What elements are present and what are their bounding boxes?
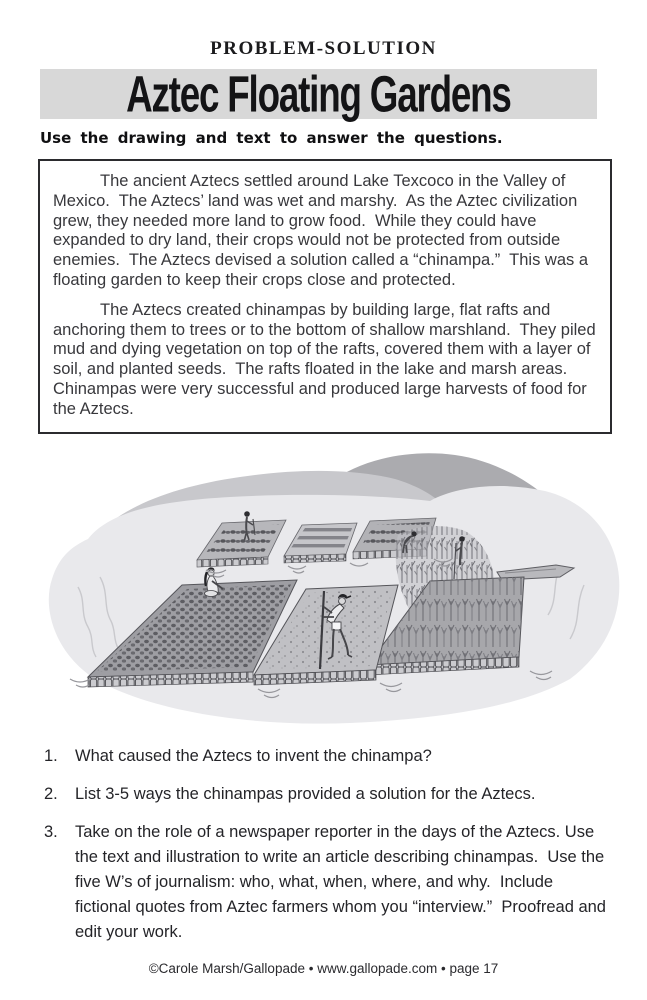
title-banner	[40, 65, 597, 123]
question-1-text: What caused the Aztecs to invent the chinampa?	[75, 746, 432, 765]
question-1	[44, 744, 610, 769]
question-2	[44, 782, 610, 807]
question-3	[44, 820, 610, 945]
section-kicker: PROBLEM-SOLUTION	[210, 38, 437, 59]
passage-paragraph-2: The Aztecs created chinampas by building large, flat rafts and anchoring them to trees or to the bottom of shallow marshland. They piled mud and dying vegetation on top of the rafts, covered them with a layer of soil, and planted seeds. The rafts floated in the lake and marsh areas. Chinampas were very successful and produced large harvests of food for the Aztecs.	[53, 300, 601, 418]
question-3-number: 3.	[44, 822, 58, 841]
page-footer: ©Carole Marsh/Gallopade • www.gallopade.com • page 17	[148, 960, 499, 976]
question-2-number: 2.	[44, 784, 58, 803]
passage-box	[38, 159, 612, 434]
page-title: Aztec Floating Gardens	[126, 65, 511, 123]
instruction-line: Use the drawing and text to answer the questions.	[40, 129, 503, 147]
chinampa-illustration	[0, 439, 647, 729]
passage-paragraph-1: The ancient Aztecs settled around Lake Texcoco in the Valley of Mexico. The Aztecs’ land was wet and marshy. As the Aztec civilization grew, they needed more land to grow food. While they could have expanded to dry land, their crops would not be protected from outside enemies. The Aztecs devised a solution called a “chinampa.” This was a floating garden to keep their crops close and protected.	[53, 172, 593, 289]
question-3-text: Take on the role of a newspaper reporter in the days of the Aztecs. Use the text and illustration to write an article describing chinampas. Use the five W’s of journalism: who, what, when, where, and why. Include fictional quotes from Aztec farmers whom you “interview.” Proofread and edit your work.	[75, 822, 611, 941]
question-1-number: 1.	[44, 746, 58, 765]
question-2-text: List 3-5 ways the chinampas provided a solution for the Aztecs.	[75, 784, 536, 803]
chinampa-illustration-svg	[0, 439, 647, 729]
question-list	[44, 744, 610, 945]
